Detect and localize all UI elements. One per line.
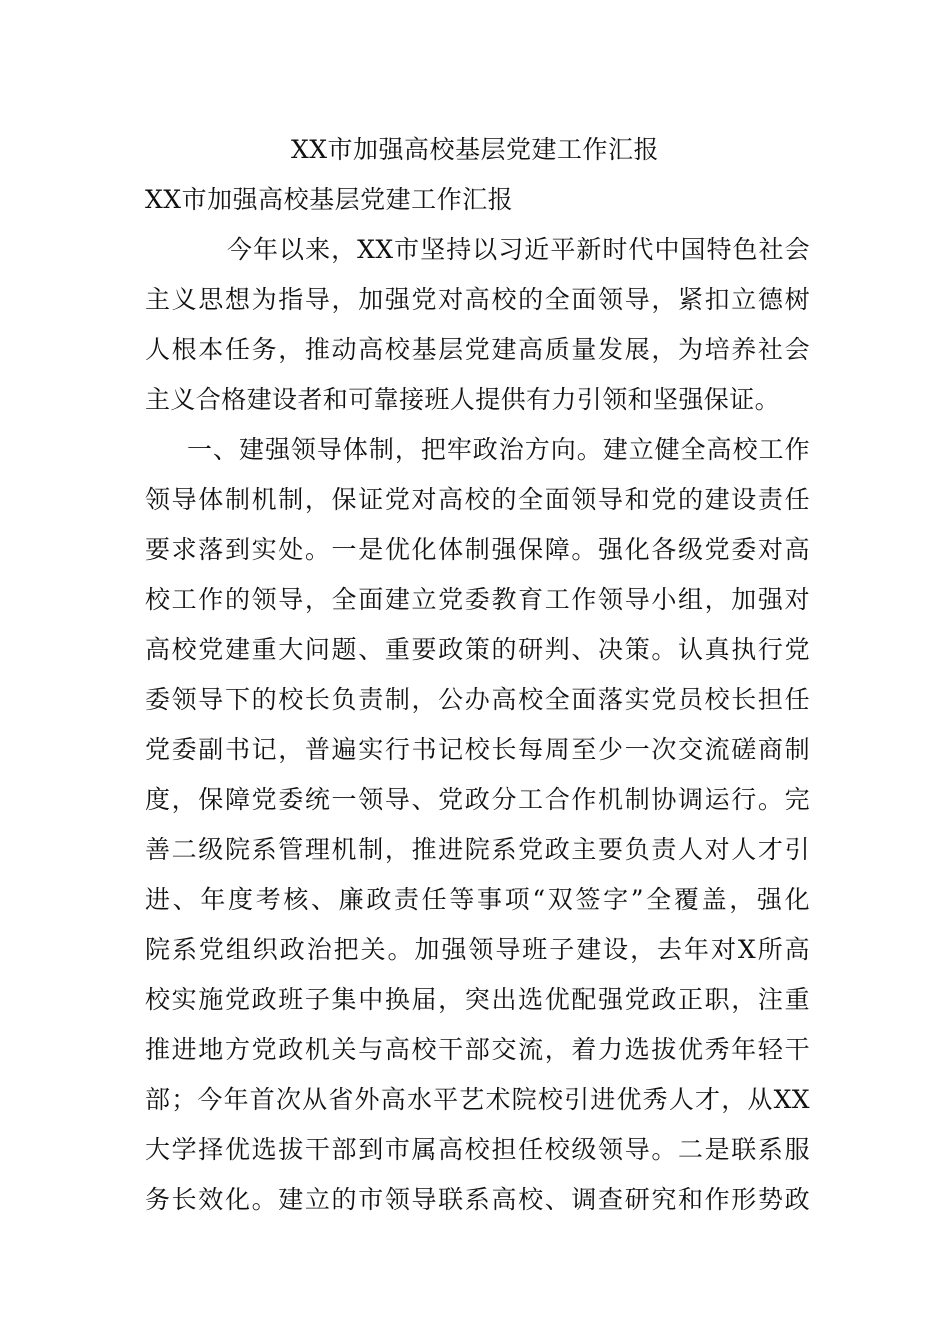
text-line: 度，保障党委统一领导、党政分工合作机制协调运行。完 bbox=[145, 785, 810, 814]
text-line: 人根本任务，推动高校基层党建高质量发展，为培养社会 bbox=[145, 335, 810, 364]
text-line: 今年以来，XX市坚持以习近平新时代中国特色社会 bbox=[227, 235, 810, 264]
text-line: 一、建强领导体制，把牢政治方向。建立健全高校工作 bbox=[187, 435, 810, 464]
text-line: 务长效化。建立的市领导联系高校、调查研究和作形势政 bbox=[145, 1185, 810, 1214]
document-subtitle: XX市加强高校基层党建工作汇报 bbox=[145, 185, 514, 214]
document-body bbox=[145, 232, 810, 1232]
text-line: 领导体制机制，保证党对高校的全面领导和党的建设责任 bbox=[145, 485, 810, 514]
document-title: XX市加强高校基层党建工作汇报 bbox=[290, 135, 660, 164]
text-line: 大学择优选拔干部到市属高校担任校级领导。二是联系服 bbox=[145, 1135, 810, 1164]
paragraph-intro bbox=[145, 232, 810, 432]
text-line: 主义思想为指导，加强党对高校的全面领导，紧扣立德树 bbox=[145, 285, 810, 314]
text-line: 要求落到实处。一是优化体制强保障。强化各级党委对高 bbox=[145, 535, 810, 564]
text-line: 善二级院系管理机制，推进院系党政主要负责人对人才引 bbox=[145, 835, 810, 864]
text-line: 党委副书记，普遍实行书记校长每周至少一次交流磋商制 bbox=[145, 735, 810, 764]
text-line: 院系党组织政治把关。加强领导班子建设，去年对X所高 bbox=[145, 935, 810, 964]
text-line: 校工作的领导，全面建立党委教育工作领导小组，加强对 bbox=[145, 585, 810, 614]
text-line: 高校党建重大问题、重要政策的研判、决策。认真执行党 bbox=[145, 635, 810, 664]
paragraph-section-one bbox=[145, 432, 810, 1232]
text-line: 校实施党政班子集中换届，突出选优配强党政正职，注重 bbox=[145, 985, 810, 1014]
text-line: 委领导下的校长负责制，公办高校全面落实党员校长担任 bbox=[145, 685, 810, 714]
text-line: 主义合格建设者和可靠接班人提供有力引领和坚强保证。 bbox=[145, 385, 781, 414]
text-line: 推进地方党政机关与高校干部交流，着力选拔优秀年轻干 bbox=[145, 1035, 810, 1064]
text-line: 进、年度考核、廉政责任等事项“双签字”全覆盖，强化 bbox=[145, 885, 810, 914]
text-line: 部；今年首次从省外高水平艺术院校引进优秀人才，从XX bbox=[145, 1085, 810, 1114]
